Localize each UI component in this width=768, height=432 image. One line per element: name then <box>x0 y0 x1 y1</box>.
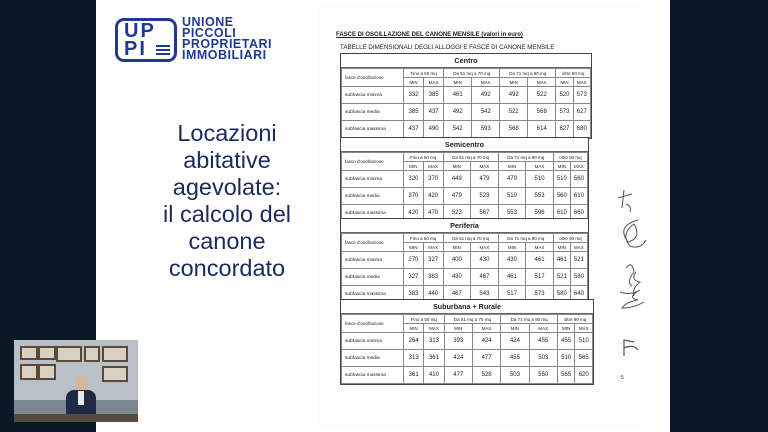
size-header: oltre 90 mq <box>556 69 591 78</box>
rent-value: 627 <box>573 104 590 121</box>
size-header: Fino a 50 mq <box>404 234 444 243</box>
rent-value: 479 <box>471 171 499 188</box>
rent-value: 521 <box>553 269 570 286</box>
max-header: MAX <box>424 78 444 87</box>
rent-value: 593 <box>472 121 500 138</box>
max-header: MAX <box>528 78 556 87</box>
row-label: subfascia media <box>342 269 404 286</box>
logo-line: IMMOBILIARI <box>182 48 267 62</box>
rent-value: 424 <box>444 350 472 367</box>
rent-value: 361 <box>424 350 444 367</box>
logo-initials: UP PI <box>124 20 156 60</box>
rent-value: 542 <box>472 104 500 121</box>
max-header: MAX <box>570 162 587 171</box>
wall-frame <box>20 364 38 380</box>
rent-value: 542 <box>444 121 472 138</box>
rent-value: 467 <box>471 269 499 286</box>
rent-value: 370 <box>404 188 424 205</box>
min-header: MIN <box>498 162 526 171</box>
document-header: FASCE DI OSCILLAZIONE DEL CANONE MENSILE (valori in euro) <box>336 32 523 38</box>
size-header: Da 51 mq a 70 mq <box>444 69 500 78</box>
min-header: MIN <box>404 324 424 333</box>
rent-value: 614 <box>528 121 556 138</box>
zone-title: Centro <box>341 54 591 68</box>
row-label: subfascia massima <box>342 286 404 303</box>
zone-table <box>340 137 589 223</box>
rent-value: 503 <box>529 350 557 367</box>
rent-value: 580 <box>570 269 587 286</box>
max-header: MAX <box>472 324 500 333</box>
rent-value: 385 <box>424 87 444 104</box>
min-header: MIN <box>498 243 526 252</box>
rent-value: 437 <box>404 121 424 138</box>
rent-value: 517 <box>526 269 554 286</box>
rent-value: 393 <box>444 333 472 350</box>
max-header: MAX <box>471 243 499 252</box>
rent-value: 492 <box>500 87 528 104</box>
handwritten-signatures <box>608 180 648 380</box>
rent-value: 455 <box>501 350 529 367</box>
max-header: MAX <box>573 78 590 87</box>
rent-value: 430 <box>471 252 499 269</box>
rent-value: 573 <box>526 286 554 303</box>
rent-value: 430 <box>498 252 526 269</box>
rent-value: 510 <box>575 333 593 350</box>
min-header: MIN <box>553 162 570 171</box>
min-header: MIN <box>444 324 472 333</box>
rent-value: 568 <box>528 104 556 121</box>
rent-table <box>341 152 588 222</box>
wall-frame <box>84 346 100 362</box>
min-header: MIN <box>404 162 424 171</box>
rent-value: 521 <box>570 252 587 269</box>
rent-value: 492 <box>444 104 472 121</box>
rent-value: 523 <box>443 205 471 222</box>
rent-value: 437 <box>424 104 444 121</box>
size-header: oltre 90 mq <box>553 234 587 243</box>
upppi-logo <box>115 18 177 62</box>
max-header: MAX <box>570 243 587 252</box>
title-line: il calcolo del <box>162 201 291 227</box>
rent-value: 517 <box>498 286 526 303</box>
rent-value: 424 <box>501 333 529 350</box>
min-header: MIN <box>443 243 471 252</box>
rent-value: 565 <box>575 350 593 367</box>
document-subheader: TABELLE DIMENSIONALI DEGLI ALLOGGI E FASCE DI CANONE MENSILE <box>340 44 555 51</box>
rent-value: 455 <box>529 333 557 350</box>
max-header: MAX <box>575 324 593 333</box>
rent-table <box>341 68 591 138</box>
logo-brick-icon <box>156 43 170 55</box>
size-header: oltre 90 mq <box>553 153 587 162</box>
rent-value: 410 <box>424 367 444 384</box>
title-line: concordato <box>168 255 286 281</box>
max-header: MAX <box>424 324 444 333</box>
max-header: MAX <box>423 243 443 252</box>
max-header: MAX <box>526 162 554 171</box>
rent-value: 467 <box>443 286 471 303</box>
zone-table <box>340 53 592 139</box>
size-header: Fino a 50 mq <box>404 69 444 78</box>
size-header: oltre 90 mq <box>557 315 592 324</box>
logo-text <box>182 17 272 61</box>
wall-frame <box>56 346 82 362</box>
rent-value: 320 <box>404 171 424 188</box>
title-line: canone <box>188 228 266 254</box>
rent-value: 420 <box>404 205 424 222</box>
rent-value: 660 <box>570 205 587 222</box>
min-header: MIN <box>553 243 570 252</box>
rent-value: 565 <box>557 367 575 384</box>
rent-value: 510 <box>526 171 554 188</box>
logo-line: PICCOLI <box>182 26 237 40</box>
size-header: Da 51 mq a 70 mq <box>443 234 498 243</box>
rent-value: 573 <box>556 104 573 121</box>
webcam-feed <box>14 340 138 422</box>
rent-value: 430 <box>443 269 471 286</box>
rent-value: 680 <box>573 121 590 138</box>
rent-value: 313 <box>404 350 424 367</box>
size-header: Da 71 mq a 90 mq <box>500 69 556 78</box>
size-header: Da 51 mq a 70 mq <box>444 315 501 324</box>
wall-frame <box>102 346 128 362</box>
rent-value: 461 <box>498 269 526 286</box>
max-header: MAX <box>529 324 557 333</box>
rent-value: 490 <box>424 121 444 138</box>
rent-value: 553 <box>526 188 554 205</box>
min-header: MIN <box>404 78 424 87</box>
zone-table <box>340 218 589 304</box>
rent-value: 424 <box>472 333 500 350</box>
rent-value: 568 <box>500 121 528 138</box>
max-header: MAX <box>423 162 443 171</box>
rent-value: 461 <box>444 87 472 104</box>
rent-value: 449 <box>443 171 471 188</box>
row-label: subfascia minima <box>342 252 404 269</box>
rent-value: 400 <box>443 252 471 269</box>
title-line: abitative <box>183 147 271 173</box>
row-label: subfascia minima <box>342 171 404 188</box>
rent-value: 573 <box>573 87 590 104</box>
size-header: Da 51 mq a 70 mq <box>443 153 498 162</box>
wall-frame <box>38 346 56 360</box>
size-header: Fino a 50 mq <box>404 315 445 324</box>
rent-value: 553 <box>498 205 526 222</box>
row-label: subfascia minima <box>342 333 404 350</box>
rent-value: 522 <box>500 104 528 121</box>
zone-title: Periferia <box>341 219 588 233</box>
page-number: 5 <box>621 375 624 381</box>
rent-value: 332 <box>404 87 424 104</box>
rent-value: 492 <box>472 87 500 104</box>
row-label: subfascia massima <box>342 205 404 222</box>
row-label: subfascia media <box>342 104 404 121</box>
rent-table <box>341 233 588 303</box>
rent-value: 327 <box>404 269 424 286</box>
rent-value: 477 <box>472 350 500 367</box>
rent-value: 610 <box>553 205 570 222</box>
rent-value: 522 <box>528 87 556 104</box>
rent-value: 470 <box>423 205 443 222</box>
rent-value: 510 <box>498 188 526 205</box>
zone-table <box>340 299 594 385</box>
column-label: fasce d'oscillazione <box>342 69 404 87</box>
column-label: fasce d'oscillazione <box>342 153 404 171</box>
rent-value: 270 <box>404 252 424 269</box>
rent-value: 264 <box>404 333 424 350</box>
slide-title <box>112 120 342 282</box>
min-header: MIN <box>556 78 573 87</box>
wall-frame <box>38 364 56 380</box>
rent-value: 520 <box>556 87 573 104</box>
rent-value: 479 <box>498 171 526 188</box>
row-label: subfascia massima <box>342 367 404 384</box>
rent-value: 627 <box>556 121 573 138</box>
zone-title: Semicentro <box>341 138 588 152</box>
rent-value: 361 <box>404 367 424 384</box>
rent-value: 550 <box>529 367 557 384</box>
rent-value: 455 <box>557 333 575 350</box>
min-header: MIN <box>500 78 528 87</box>
rent-value: 370 <box>423 171 443 188</box>
size-header: Da 71 mq a 90 mq <box>498 234 553 243</box>
rent-value: 596 <box>526 205 554 222</box>
rent-value: 560 <box>570 171 587 188</box>
logo-line: UNIONE <box>182 15 234 29</box>
wall-frame <box>102 366 128 382</box>
row-label: subfascia media <box>342 350 404 367</box>
rent-value: 528 <box>472 367 500 384</box>
size-header: Fino a 50 mq <box>404 153 444 162</box>
row-label: subfascia massima <box>342 121 404 138</box>
rent-value: 385 <box>404 104 424 121</box>
column-label: fasce d'oscillazione <box>342 234 404 252</box>
row-label: subfascia media <box>342 188 404 205</box>
rent-value: 567 <box>471 205 499 222</box>
rent-value: 477 <box>444 367 472 384</box>
rent-value: 523 <box>471 188 499 205</box>
logo-line: PROPRIETARI <box>182 37 272 51</box>
max-header: MAX <box>526 243 554 252</box>
min-header: MIN <box>404 243 424 252</box>
rent-value: 503 <box>501 367 529 384</box>
presenter-shirt <box>78 391 84 405</box>
min-header: MIN <box>557 324 575 333</box>
title-line: agevolate: <box>172 174 282 200</box>
rent-table <box>341 314 593 384</box>
rent-value: 510 <box>557 350 575 367</box>
rent-value: 479 <box>443 188 471 205</box>
zone-title: Suburbana + Rurale <box>341 300 593 314</box>
rent-value: 640 <box>570 286 587 303</box>
rent-value: 560 <box>553 188 570 205</box>
max-header: MAX <box>471 162 499 171</box>
rent-value: 461 <box>526 252 554 269</box>
desk <box>14 414 138 422</box>
min-header: MIN <box>443 162 471 171</box>
column-label: fasce d'oscillazione <box>342 315 404 333</box>
rent-value: 383 <box>423 269 443 286</box>
min-header: MIN <box>501 324 529 333</box>
rent-value: 383 <box>404 286 424 303</box>
rent-value: 420 <box>423 188 443 205</box>
size-header: Da 71 mq a 90 mq <box>501 315 558 324</box>
rent-value: 580 <box>553 286 570 303</box>
min-header: MIN <box>444 78 472 87</box>
rent-value: 510 <box>553 171 570 188</box>
rent-value: 543 <box>471 286 499 303</box>
rent-value: 461 <box>553 252 570 269</box>
rent-value: 327 <box>423 252 443 269</box>
rent-value: 440 <box>423 286 443 303</box>
rent-value: 610 <box>570 188 587 205</box>
size-header: Da 71 mq a 90 mq <box>498 153 553 162</box>
title-line: Locazioni <box>177 120 277 146</box>
row-label: subfascia minima <box>342 87 404 104</box>
wall-frame <box>20 346 38 360</box>
rent-value: 620 <box>575 367 593 384</box>
max-header: MAX <box>472 78 500 87</box>
rent-value: 313 <box>424 333 444 350</box>
